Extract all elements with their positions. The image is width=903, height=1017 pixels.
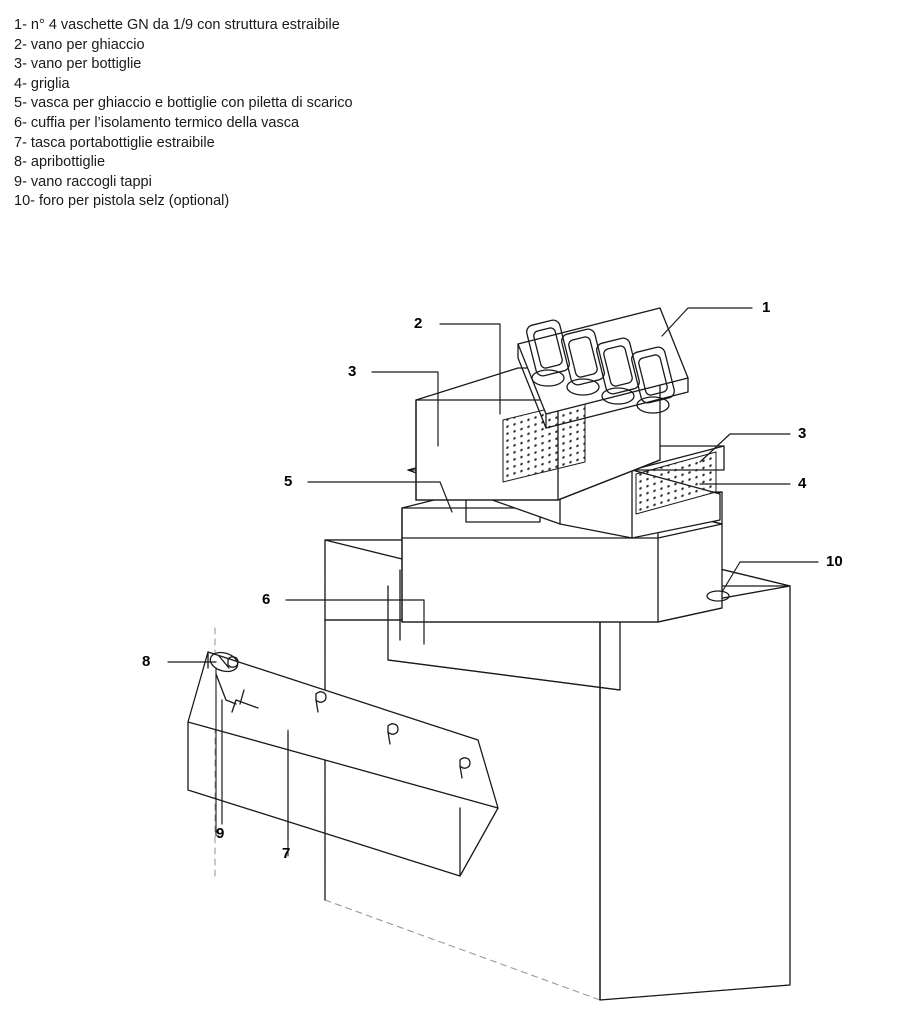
- bottle-pocket-part-7: [188, 649, 498, 876]
- callout-4: 4: [798, 475, 807, 492]
- callout-3b: 3: [798, 425, 807, 442]
- grille-part-4: [408, 446, 724, 538]
- parts-legend: [14, 16, 534, 212]
- legend-item: 1- n° 4 vaschette GN da 1/9 con struttura estraibile: [14, 17, 340, 33]
- bottle-neck-mark: [228, 657, 470, 778]
- cabinet-body-hidden-outline: [215, 540, 790, 1000]
- callout-2: 2: [414, 315, 423, 332]
- gn-pans-assembly-part-1: [518, 308, 688, 428]
- leader-3a: [372, 372, 438, 446]
- insulation-hood-part-6: [325, 540, 790, 690]
- callout-10: 10: [826, 553, 843, 570]
- ice-bottle-basin-part-5: [402, 492, 722, 622]
- callout-3a: 3: [348, 363, 357, 380]
- ice-compartment-part-2: [416, 368, 660, 500]
- legend-item: 8- apribottiglie: [14, 154, 106, 171]
- legend-item: 10- foro per pistola selz (optional): [14, 193, 230, 210]
- leader-1: [662, 308, 752, 336]
- legend-item: 9- vano raccogli tappi: [14, 173, 152, 190]
- legend-item: 5- vasca per ghiaccio e bottiglie con piletta di scarico: [14, 95, 353, 112]
- legend-item: 3- vano per bottiglie: [14, 56, 142, 73]
- gn-pan: [560, 328, 606, 395]
- leader-3b: [700, 434, 790, 462]
- gn-pan: [595, 337, 641, 404]
- callout-7: 7: [282, 845, 291, 862]
- leader-6: [286, 600, 424, 644]
- gn-pan: [630, 346, 676, 413]
- legend-item: 7- tasca portabottiglie estraibile: [14, 134, 215, 151]
- legend-item: 6- cuffia per l’isolamento termico della vasca: [14, 114, 300, 131]
- seltzer-gun-hole-part-10: [707, 591, 729, 601]
- leader-2: [440, 324, 500, 414]
- callout-9: 9: [216, 825, 225, 842]
- cabinet-body: [325, 540, 790, 1000]
- callout-5: 5: [284, 473, 293, 490]
- callout-1: 1: [762, 299, 771, 316]
- legend-item: 2- vano per ghiaccio: [14, 36, 145, 53]
- leader-5: [308, 482, 452, 512]
- callout-8: 8: [142, 653, 151, 670]
- bottle-opener-part-8: [208, 649, 240, 704]
- leader-10: [722, 562, 818, 592]
- gn-pan: [525, 319, 571, 386]
- leader-lines: [168, 308, 818, 840]
- legend-item: 4- griglia: [14, 75, 70, 92]
- callout-6: 6: [262, 591, 271, 608]
